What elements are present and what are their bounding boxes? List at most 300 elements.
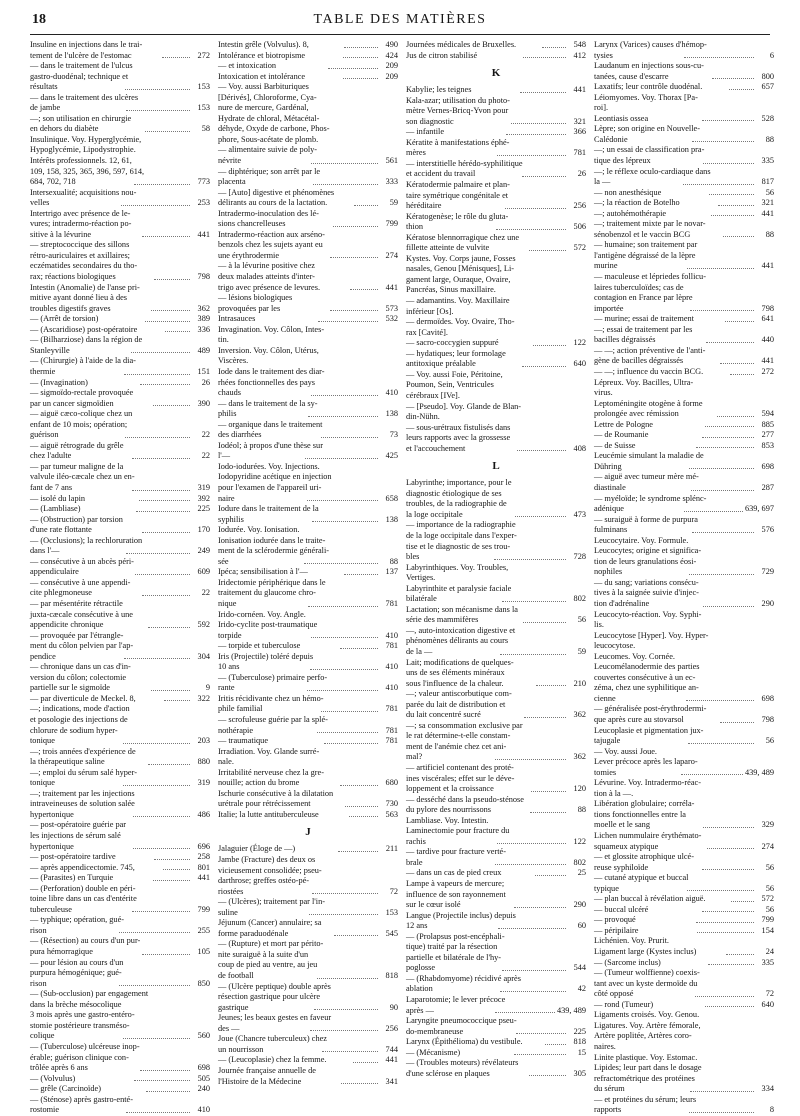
index-entry (218, 1055, 398, 1066)
entry-text: — traumatique (218, 736, 268, 746)
entry-text: Kystes. Voy. Corps jaune, Fosses (406, 253, 516, 263)
index-entry (406, 995, 586, 1006)
entry-text: dans la brèche mésocolique (30, 999, 122, 1009)
index-entry (218, 715, 398, 726)
entry-text: appendiculaire (30, 567, 79, 577)
index-entry (406, 826, 586, 837)
entry-text: — (Rupture) et mort par périto- (218, 939, 324, 949)
index-entry (218, 472, 398, 483)
index-entry (30, 546, 210, 557)
page-reference: 277 (761, 430, 775, 440)
dot-leader (697, 932, 754, 933)
dot-leader (494, 559, 566, 560)
dot-leader (717, 416, 754, 417)
index-entry (594, 1000, 774, 1011)
index-entry (594, 272, 774, 283)
page-reference: 698 (761, 461, 774, 471)
index-entry (594, 546, 774, 557)
entry-text: d'une rate flottante (30, 525, 92, 535)
index-entry (594, 388, 774, 399)
entry-text: — grêle (Carcinoïde) (30, 1084, 101, 1094)
index-entry (218, 620, 398, 631)
entry-text: Iodo-iodurées. Voy. Injections. (218, 461, 320, 471)
index-entry (218, 82, 398, 93)
dot-leader (709, 194, 754, 195)
index-entry (30, 515, 210, 526)
entry-text: —; valeur antiscorbutique com- (406, 689, 512, 699)
index-entry (406, 222, 586, 233)
index-entry (594, 293, 774, 304)
index-entry (594, 399, 774, 410)
entry-text: — (Résection) au cours d'un pur- (30, 936, 141, 946)
entry-text: Irritabilité nerveuse chez la gre- (218, 767, 324, 777)
entry-text: tonique (30, 736, 55, 746)
index-entry (406, 1016, 586, 1027)
dot-leader (126, 1112, 190, 1113)
entry-text: — de Roumanie (594, 430, 649, 440)
entry-text: Journées médicales de Bruxelles. (406, 40, 517, 49)
page-reference: 153 (385, 907, 399, 917)
dot-leader (145, 131, 190, 132)
index-entry (218, 93, 398, 104)
entry-text: Leucoplasie et pigmentation jux- (594, 725, 704, 735)
dot-leader (529, 1075, 566, 1076)
entry-text: et posologie des injections de (30, 715, 128, 724)
entry-text: version du côlon; colectomie (30, 672, 127, 682)
entry-text: partielle et bilatérale de l'hy- (406, 952, 502, 962)
index-entry (218, 167, 398, 178)
index-entry (594, 525, 774, 536)
entry-text: — Voy. aussi Barbituriques (218, 82, 309, 92)
entry-text: — —; influence du vaccin BCG. (594, 366, 704, 376)
index-entry (406, 816, 586, 827)
index-columns (30, 40, 775, 1115)
dot-leader (145, 321, 190, 322)
index-entry (218, 304, 398, 315)
index-entry (406, 127, 586, 138)
entry-text: Journée française annuelle de (218, 1065, 316, 1075)
index-entry (30, 462, 210, 473)
index-entry (218, 177, 398, 188)
index-entry (30, 641, 210, 652)
dot-leader (345, 806, 378, 807)
dot-leader (511, 123, 566, 124)
page-reference: 329 (761, 820, 775, 830)
index-entry (406, 191, 586, 202)
index-entry (30, 683, 210, 694)
entry-text: moelle et le sang (594, 820, 650, 830)
index-entry (30, 1095, 210, 1106)
page-reference: 15 (577, 1047, 587, 1057)
index-entry (30, 335, 210, 346)
index-entry (594, 504, 774, 515)
index-entry (218, 420, 398, 431)
entry-text: nite suraiguë à la suite d'un (218, 949, 309, 959)
index-entry (218, 156, 398, 167)
page-reference: 410 (385, 630, 399, 640)
index-entry (406, 700, 586, 711)
page-reference: 249 (197, 546, 211, 556)
page-reference: 120 (573, 784, 586, 794)
index-entry (30, 588, 210, 599)
entry-text: — dans un cas de pied creux (406, 868, 502, 878)
index-entry (218, 876, 398, 887)
index-entry (594, 230, 774, 241)
index-entry (406, 721, 586, 732)
index-entry (406, 963, 586, 974)
page-reference: 362 (573, 752, 586, 762)
page-reference: 22 (201, 451, 210, 461)
page-reference: 441 (385, 282, 399, 292)
page-reference: 240 (197, 1084, 211, 1094)
entry-text: couvertes consécutive à un ec- (594, 672, 696, 682)
entry-text: intraveineuses de solution salée (30, 799, 135, 809)
dot-leader (305, 458, 378, 459)
dot-leader (164, 700, 190, 701)
dot-leader (308, 606, 378, 607)
index-entry (218, 929, 398, 940)
entry-text: Lever précoce après les laparo- (594, 757, 698, 767)
entry-text: suline (218, 907, 238, 917)
page-reference: 272 (197, 50, 210, 60)
entry-text: parée du lait de distribution et (406, 699, 506, 709)
index-entry (30, 304, 210, 315)
index-entry (594, 842, 774, 853)
index-entry (30, 873, 210, 884)
page-reference: 333 (385, 177, 399, 187)
index-entry (594, 620, 774, 631)
entry-text: 684, 702, 718 (30, 177, 76, 187)
entry-text: — lésions biologiques (218, 293, 293, 303)
entry-text: typique (594, 883, 619, 893)
index-entry (406, 444, 586, 455)
entry-text: — (Tuberculose) primaire perfo- (218, 672, 328, 682)
entry-text: Laryngite pneumococcique pseu- (406, 1016, 517, 1026)
index-entry (406, 96, 586, 107)
entry-text: thermie (30, 366, 56, 376)
page-reference: 799 (197, 904, 210, 914)
index-entry (406, 180, 586, 191)
dot-leader (529, 250, 566, 251)
index-entry (218, 736, 398, 747)
index-entry (406, 148, 586, 159)
entry-text: — buccal ulcéré (594, 904, 649, 914)
page-reference: 657 (761, 82, 774, 92)
entry-text: nale. (218, 757, 234, 767)
index-entry (218, 451, 398, 462)
index-entry (30, 1074, 210, 1085)
entry-text: — péripilaire (594, 925, 639, 935)
index-entry (594, 61, 774, 72)
dot-leader (686, 700, 754, 701)
index-entry (594, 1095, 774, 1106)
entry-text: roi]. (594, 103, 609, 113)
index-entry (406, 900, 586, 911)
index-entry (594, 93, 774, 104)
entry-text: du lait concentré sucré (406, 710, 481, 720)
running-title: TABLE DES MATIÈRES (313, 12, 487, 27)
entry-text: — typhique; opération, gué- (30, 915, 125, 925)
entry-text: — dans le traitement de l'ulcus (30, 61, 133, 71)
entry-text: phore, Sous-acétate de plomb. (218, 134, 319, 144)
index-entry (406, 520, 586, 531)
page-reference: 817 (761, 177, 775, 187)
index-entry (218, 887, 398, 898)
index-entry (594, 968, 774, 979)
entry-text: — adamantins. Voy. Maxillaire (406, 296, 510, 306)
page-reference: 560 (197, 1031, 211, 1041)
index-entry (218, 61, 398, 72)
entry-text: —; emploi du sérum salé hyper- (30, 767, 137, 777)
dot-leader (123, 785, 190, 786)
entry-text: Stanleyville (30, 345, 70, 355)
index-entry (218, 673, 398, 684)
index-entry (594, 251, 774, 262)
dot-leader (689, 1112, 754, 1113)
page-reference: 59 (577, 646, 587, 656)
page-reference: 56 (765, 904, 775, 914)
index-entry (406, 285, 586, 296)
dot-leader (502, 970, 566, 971)
entry-text: en dehors du diabète (30, 124, 99, 134)
entry-text: Laparotomie; le lever précoce (406, 995, 506, 1005)
page-reference: 290 (761, 598, 774, 608)
index-entry (406, 370, 586, 381)
entry-text: — tardive pour fracture verté- (406, 847, 506, 857)
dot-leader (153, 880, 190, 881)
index-entry (594, 304, 774, 315)
page-reference: 390 (197, 398, 211, 408)
index-entry (30, 209, 210, 220)
entry-text: — suraiguë à forme de purpura (594, 514, 698, 524)
entry-text: rachis (406, 836, 426, 846)
page-reference: 728 (573, 552, 586, 562)
page-reference: 272 (761, 366, 774, 376)
entry-text: ines viscérales; effet sur le déve- (406, 773, 515, 783)
page-reference: 441 (197, 873, 211, 883)
entry-text: Ligaments croisés. Voy. Genou. (594, 1010, 700, 1020)
index-column-4 (594, 40, 774, 1116)
page-reference: 334 (761, 1084, 774, 1094)
entry-text: la thérapeutique saline (30, 757, 105, 767)
page-reference: 850 (197, 978, 211, 988)
dot-leader (340, 648, 378, 649)
index-entry (218, 51, 398, 62)
index-entry (594, 652, 774, 663)
index-entry (406, 423, 586, 434)
index-entry (594, 715, 774, 726)
entry-text: — (Perforation) double en péri- (30, 883, 136, 893)
page-reference: 138 (385, 514, 399, 524)
page-reference: 473 (573, 509, 587, 519)
index-entry (406, 1058, 586, 1069)
page-reference: 8 (769, 1105, 775, 1115)
entry-text: Lèpre; son origine en Nouvelle- (594, 124, 700, 134)
entry-text: — (Tuberculose) ulcéreuse inop- (30, 1041, 140, 1051)
dot-leader (353, 1062, 378, 1063)
dot-leader (311, 395, 378, 396)
entry-text: coup de pied au ventre, au jeu (218, 960, 318, 970)
page-reference: 573 (385, 303, 398, 313)
entry-text: Kabylie; les teignes (406, 85, 472, 95)
entry-text: Labyrinthiques. Voy. Troubles, (406, 562, 509, 572)
index-entry (594, 209, 774, 220)
entry-text: Labyrinthite et paralysie faciale (406, 583, 512, 593)
index-entry (406, 542, 586, 553)
index-entry (406, 359, 586, 370)
index-entry (406, 1048, 586, 1059)
entry-text: — isolé du lapin (30, 493, 86, 503)
entry-text: Lichénien. Voy. Prurit. (594, 936, 669, 946)
dot-leader (536, 685, 566, 686)
entry-text: din-Nühn. (406, 412, 440, 422)
entry-text: — alimentaire suivie de poly- (218, 145, 318, 155)
dot-leader (731, 901, 754, 902)
entry-text: uns de ses éléments minéraux (406, 668, 505, 678)
dot-leader (703, 827, 754, 828)
index-entry (594, 704, 774, 715)
entry-text: loppement et la croissance (406, 784, 494, 794)
page-reference: 274 (761, 841, 775, 851)
index-entry (218, 283, 398, 294)
index-entry (594, 799, 774, 810)
entry-text: nophiles (594, 567, 623, 577)
page-reference: 73 (389, 430, 399, 440)
dot-leader (126, 553, 190, 554)
entry-text: antitoxique préalable (406, 359, 476, 369)
index-entry (30, 494, 210, 505)
index-entry (218, 950, 398, 961)
page-reference: 336 (197, 324, 210, 334)
index-entry (406, 106, 586, 117)
entry-text: appendicite chronique (30, 620, 104, 630)
index-entry (594, 536, 774, 547)
dot-leader (330, 257, 378, 258)
index-entry (218, 757, 398, 768)
dot-leader (683, 184, 754, 185)
entry-text: la — (594, 177, 611, 187)
entry-text: tomies (594, 767, 617, 777)
dot-leader (684, 511, 743, 512)
page-reference: 489 (197, 345, 211, 355)
page-reference: 56 (765, 736, 775, 746)
index-entry (406, 647, 586, 658)
dot-leader (151, 690, 190, 691)
index-entry (594, 114, 774, 125)
index-entry (218, 866, 398, 877)
entry-text: Intradermo-inoculation des lé- (218, 208, 319, 218)
entry-text: squameux atypique (594, 841, 659, 851)
entry-text: Laudanum en injections sous-cu- (594, 61, 704, 71)
entry-text: contagion en France par lèpre (594, 293, 693, 303)
index-entry (30, 124, 210, 135)
index-entry (30, 40, 210, 51)
index-entry (594, 356, 774, 367)
entry-text: — de Suisse (594, 440, 636, 450)
index-entry (406, 138, 586, 149)
page-reference: 203 (197, 736, 211, 746)
page-reference: 88 (765, 229, 774, 239)
index-entry (406, 921, 586, 932)
dot-leader (720, 363, 754, 364)
page-reference: 410 (385, 662, 398, 672)
dot-leader (691, 490, 754, 491)
entry-text: l'Histoire de la Médecine (218, 1076, 302, 1086)
dot-leader (328, 68, 378, 69)
entry-text: bilatérale (406, 594, 437, 604)
entry-text: tion de leurs granulations éosi- (594, 556, 697, 566)
index-entry (406, 169, 586, 180)
entry-text: gène de bacilles dégraissés (594, 356, 684, 366)
index-entry (218, 525, 398, 536)
entry-text: — infantile (406, 127, 445, 137)
page-reference: 341 (385, 1076, 398, 1086)
entry-text: — du sang; variations consécu- (594, 577, 699, 587)
index-entry (406, 433, 586, 444)
page-reference: 698 (761, 693, 774, 703)
page-reference: 781 (573, 148, 586, 158)
index-entry (218, 960, 398, 971)
index-entry (218, 219, 398, 230)
entry-text: —; trois années d'expérience de (30, 746, 136, 756)
page-reference: 319 (197, 482, 211, 492)
dot-leader (692, 141, 754, 142)
index-entry (30, 894, 210, 905)
entry-text: Kératite à manifestations éphé- (406, 137, 510, 147)
index-entry (594, 462, 774, 473)
dot-leader (531, 791, 566, 792)
page-reference: 211 (385, 844, 398, 854)
index-entry (406, 499, 586, 510)
index-entry (218, 747, 398, 758)
index-entry (406, 805, 586, 816)
entry-text: enfant de 10 mois; opération; (30, 419, 128, 429)
dot-leader (163, 869, 190, 870)
index-entry (594, 451, 774, 462)
entry-text: cérébraux [IVe]. (406, 390, 460, 400)
entry-text: Lettre de Pologne (594, 419, 653, 429)
entry-text: tin. (218, 335, 229, 345)
entry-text: rapports (594, 1105, 622, 1115)
entry-text: — scrofuleuse guérie par la splé- (218, 715, 328, 724)
index-entry (30, 863, 210, 874)
dot-leader (703, 163, 754, 164)
index-entry (218, 939, 398, 950)
entry-text: gastro-duodénal; technique et (30, 71, 129, 81)
page-reference: 802 (573, 594, 586, 604)
entry-text: Leucocytes; origine et significa- (594, 546, 702, 556)
entry-text: — à la lévurine positive chez (218, 261, 315, 271)
index-entry (406, 212, 586, 223)
dot-leader (135, 574, 190, 575)
dot-leader (330, 310, 378, 311)
entry-text: — post-opératoire guérie par (30, 820, 127, 830)
page-reference: 9 (205, 683, 211, 693)
entry-text: phile familial (218, 704, 263, 714)
index-entry (406, 858, 586, 869)
page-reference: 362 (197, 303, 210, 313)
entry-text: forme paraduodénale (218, 928, 289, 938)
page-reference: 335 (761, 957, 775, 967)
index-entry (218, 72, 398, 83)
index-column-2 (218, 40, 398, 1116)
entry-text: laires tuberculoïdes; cas de (594, 282, 684, 292)
index-entry (594, 905, 774, 916)
entry-text: mères (406, 148, 426, 158)
index-entry (30, 240, 210, 251)
entry-text: partielle sur le sigmoïde (30, 683, 110, 693)
dot-leader (162, 57, 190, 58)
